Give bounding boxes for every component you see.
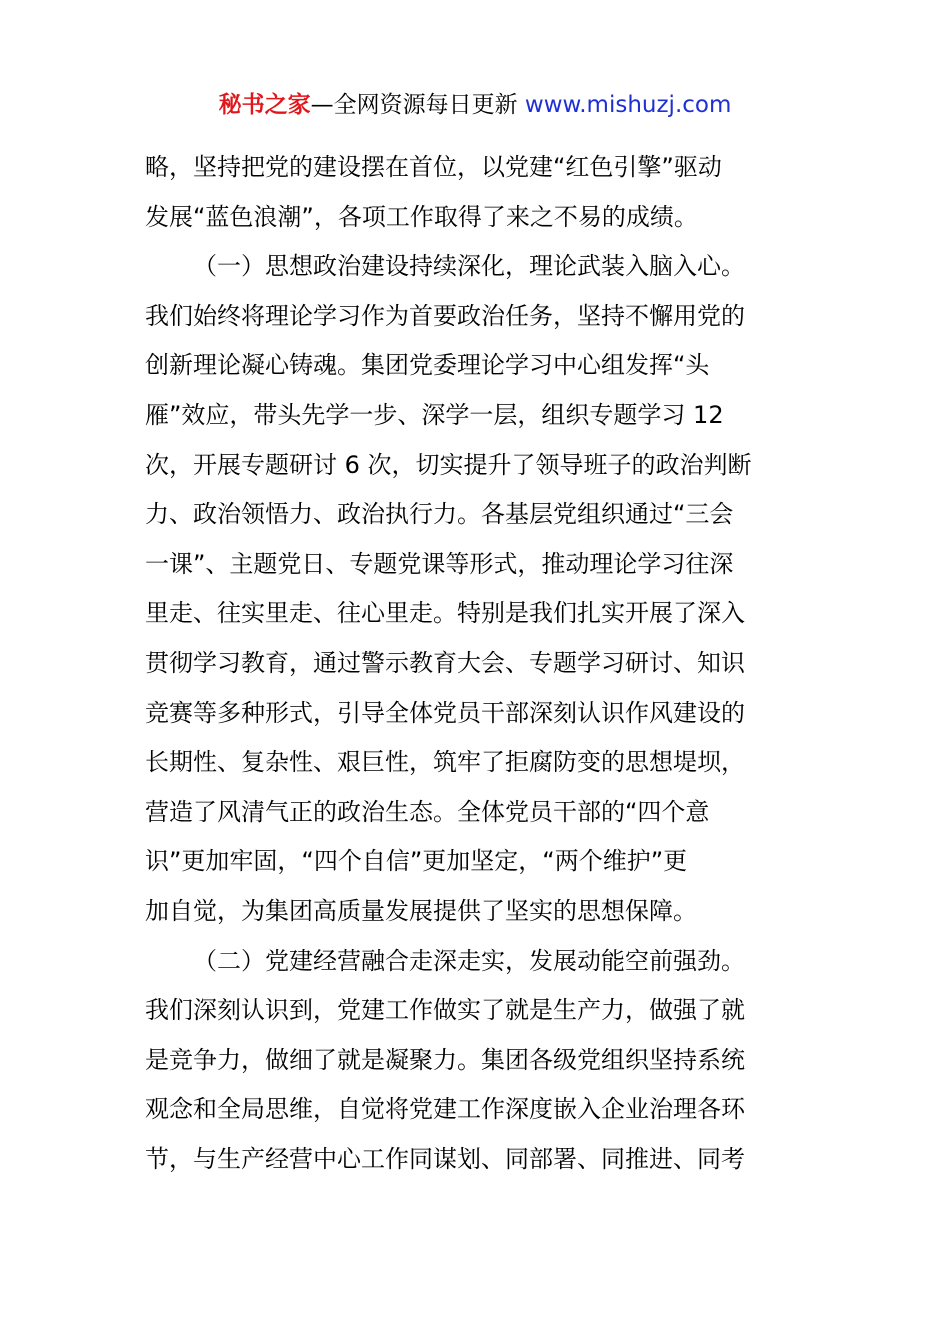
text-line: 雁”效应，带头先学一步、深学一层，组织专题学习 12: [145, 400, 724, 429]
text-line: 我们始终将理论学习作为首要政治任务，坚持不懈用党的: [145, 301, 745, 330]
text-line: 一课”、主题党日、专题党课等形式，推动理论学习往深: [145, 549, 734, 578]
text-line: 创新理论凝心铸魂。集团党委理论学习中心组发挥“头: [145, 351, 710, 380]
text-line: 略，坚持把党的建设摆在首位，以党建“红色引擎”驱动: [145, 153, 722, 181]
text-line: 营造了风清气正的政治生态。全体党员干部的“四个意: [145, 797, 710, 826]
text-line: 里走、往实里走、往心里走。特别是我们扎实开展了深入: [145, 599, 745, 628]
text-line: 加自觉，为集团高质量发展提供了坚实的思想保障。: [145, 896, 697, 925]
text-line: 发展“蓝色浪潮”，各项工作取得了来之不易的成绩。: [145, 202, 698, 231]
header-tagline: —全网资源每日更新: [310, 92, 525, 118]
site-header: [0, 86, 950, 124]
text-line: 是竞争力，做细了就是凝聚力。集团各级党组织坚持系统: [145, 1045, 745, 1074]
text-line: 我们深刻认识到，党建工作做实了就是生产力，做强了就: [145, 996, 745, 1025]
section-heading-2: （二）党建经营融合走深走实，发展动能空前强劲。: [193, 946, 745, 975]
text-line: 贯彻学习教育，通过警示教育大会、专题学习研讨、知识: [145, 648, 745, 677]
text-line: 次，开展专题研讨 6 次，切实提升了领导班子的政治判断: [145, 450, 752, 479]
site-url-link[interactable]: www.mishuzj.com: [524, 92, 732, 118]
brand-name: 秘书之家: [218, 92, 311, 118]
document-body: [145, 143, 813, 1184]
section-heading-1: （一）思想政治建设持续深化，理论武装入脑入心。: [193, 252, 745, 281]
text-line: 观念和全局思维，自觉将党建工作深度嵌入企业治理各环: [145, 1095, 745, 1124]
text-line: 力、政治领悟力、政治执行力。各基层党组织通过“三会: [145, 500, 734, 529]
text-line: 识”更加牢固，“四个自信”更加坚定，“两个维护”更: [145, 847, 688, 876]
text-line: 节，与生产经营中心工作同谋划、同部署、同推进、同考: [145, 1144, 745, 1173]
text-line: 竞赛等多种形式，引导全体党员干部深刻认识作风建设的: [145, 698, 745, 727]
text-line: 长期性、复杂性、艰巨性，筑牢了拒腐防变的思想堤坝，: [145, 748, 745, 777]
